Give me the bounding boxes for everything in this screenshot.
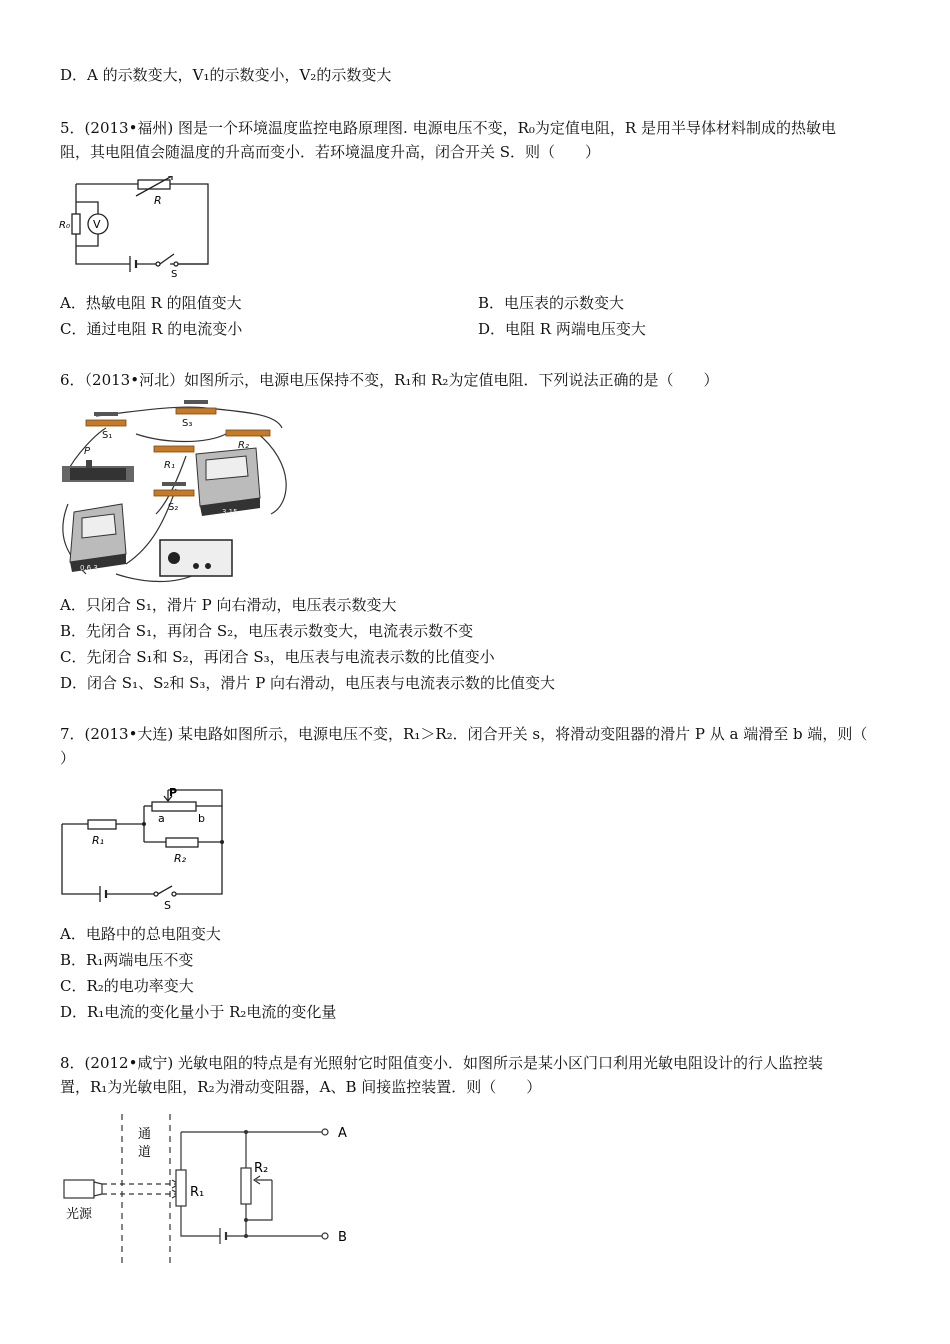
q5-fig-voltmeter-label: V xyxy=(93,218,101,231)
q6-option-c: C．先闭合 S₁和 S₂，再闭合 S₃，电压表与电流表示数的比值变小 xyxy=(60,648,495,666)
q7-fig-switch-label: S xyxy=(164,899,171,912)
q6-fig-voltmeter-scale: 3 15 xyxy=(222,508,238,516)
q5-fig-r0-label: R₀ xyxy=(59,220,70,231)
q7-fig-r2-label: R₂ xyxy=(174,852,187,865)
q6-option-a: A．只闭合 S₁，滑片 P 向右滑动，电压表示数变大 xyxy=(60,596,397,614)
q7-option-d: D．R₁电流的变化量小于 R₂电流的变化量 xyxy=(60,1003,337,1021)
q8-circuit-figure xyxy=(58,1112,358,1268)
q8-fig-r2-label: R₂ xyxy=(254,1161,269,1176)
q7-fig-p-label: P xyxy=(169,786,178,799)
q5-circuit-figure xyxy=(58,176,218,278)
q8-fig-light-source-label: 光源 xyxy=(66,1207,93,1222)
q7-circuit-figure xyxy=(56,782,228,912)
q5-option-b: B．电压表的示数变大 xyxy=(478,294,625,312)
q5-fig-switch-label: S xyxy=(171,269,178,278)
q7-stem-line1: 7．(2013•大连) 某电路如图所示，电源电压不变，R₁＞R₂．闭合开关 s，将滑动变阻器的滑片 P 从 a 端滑至 b 端，则（ xyxy=(60,725,868,743)
q7-option-a: A．电路中的总电阻变大 xyxy=(60,925,221,943)
q6-fig-ammeter-scale: 0.6 3 xyxy=(80,564,98,572)
q6-fig-r1-label: R₁ xyxy=(164,460,175,471)
q7-fig-a-label: a xyxy=(158,812,165,825)
q6-option-b: B．先闭合 S₁，再闭合 S₂，电压表示数变大，电流表示数不变 xyxy=(60,622,474,640)
q6-fig-s2-label: S₂ xyxy=(168,502,179,513)
q7-option-b: B．R₁两端电压不变 xyxy=(60,951,194,969)
q8-fig-r1-label: R₁ xyxy=(190,1185,205,1200)
q8-fig-b-label: B xyxy=(338,1230,347,1245)
q7-fig-b-label: b xyxy=(198,812,205,825)
q5-option-d: D．电阻 R 两端电压变大 xyxy=(478,320,646,338)
q6-apparatus-figure xyxy=(56,394,296,588)
q5-option-a: A．热敏电阻 R 的阻值变大 xyxy=(60,294,242,312)
q6-option-d: D．闭合 S₁、S₂和 S₃，滑片 P 向右滑动，电压表与电流表示数的比值变大 xyxy=(60,674,556,692)
q6-stem: 6．（2013•河北）如图所示，电源电压保持不变，R₁和 R₂为定值电阻．下列说法正确的是（ ） xyxy=(60,371,719,389)
q8-stem-line1: 8．(2012•咸宁) 光敏电阻的特点是有光照射它时阻值变小．如图所示是某小区门口利用光敏电阻设计的行人监控装 xyxy=(60,1054,824,1072)
q6-fig-r2-label: R₂ xyxy=(238,440,249,451)
q8-fig-channel-label-2: 道 xyxy=(138,1145,152,1160)
q6-fig-s3-label: S₃ xyxy=(182,418,193,429)
q5-option-c: C．通过电阻 R 的电流变小 xyxy=(60,320,243,338)
q5-stem-line2: 阻，其电阻值会随温度的升高而变小．若环境温度升高，闭合开关 S．则（ ） xyxy=(60,143,601,161)
q8-fig-a-label: A xyxy=(338,1126,347,1141)
q6-fig-s1-label: S₁ xyxy=(102,430,113,441)
q5-stem-line1: 5．(2013•福州) 图是一个环境温度监控电路原理图. 电源电压不变，R₀为定值电阻，R 是用半导体材料制成的热敏电 xyxy=(60,119,836,137)
q4-option-d: D．A 的示数变大，V₁的示数变小，V₂的示数变大 xyxy=(60,66,392,84)
q8-stem-line2: 置，R₁为光敏电阻，R₂为滑动变阻器，A、B 间接监控装置．则（ ） xyxy=(60,1078,542,1096)
q7-option-c: C．R₂的电功率变大 xyxy=(60,977,194,995)
q7-fig-r1-label: R₁ xyxy=(92,834,105,847)
q7-stem-line2: ） xyxy=(60,749,76,767)
q5-fig-r-label: R xyxy=(154,194,162,207)
q8-fig-channel-label-1: 通 xyxy=(138,1127,152,1142)
q6-fig-p-label: P xyxy=(84,446,91,457)
